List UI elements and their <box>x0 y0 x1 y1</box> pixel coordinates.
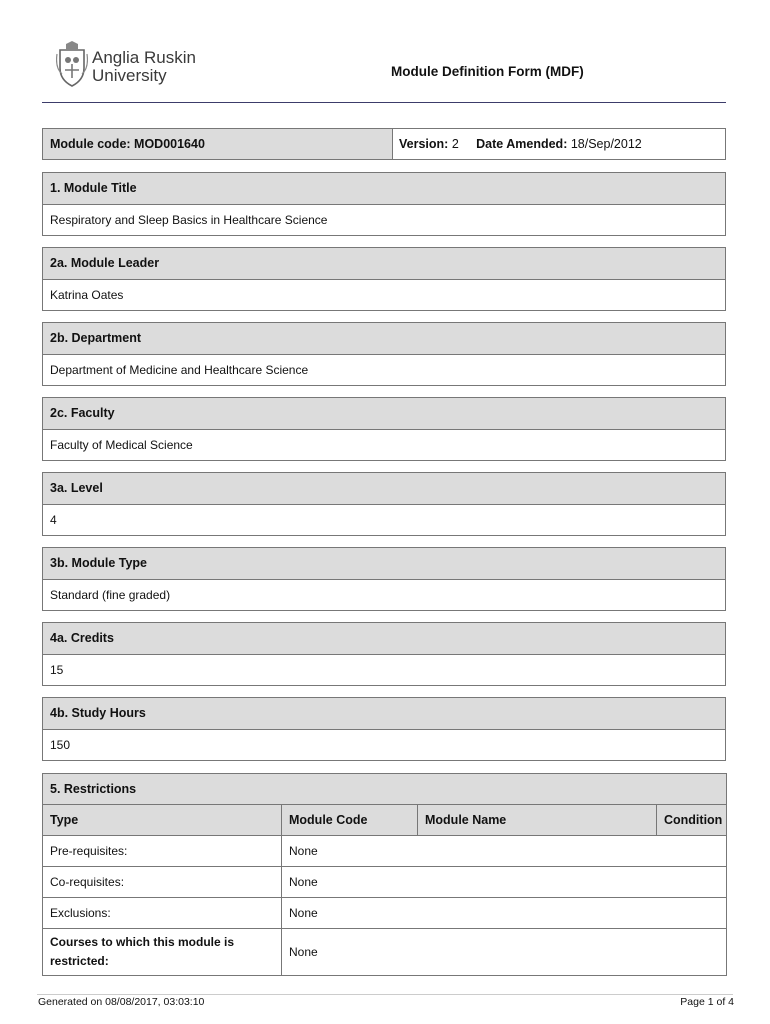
restriction-type: Co-requisites: <box>43 867 282 898</box>
section-heading: 2c. Faculty <box>43 398 725 430</box>
date-amended-value: 18/Sep/2012 <box>570 137 642 151</box>
table-row <box>43 867 727 898</box>
section-value: Standard (fine graded) <box>50 588 171 602</box>
section-heading: 3b. Module Type <box>43 548 725 580</box>
section-heading: 1. Module Title <box>43 173 725 205</box>
version-value: 2 <box>451 137 459 151</box>
section-department <box>42 322 726 386</box>
crest-icon <box>56 40 88 88</box>
section-value: 150 <box>50 738 71 752</box>
logo-line-2: University <box>92 66 167 85</box>
section-faculty <box>42 397 726 461</box>
column-header: Condition <box>657 805 727 836</box>
header-divider <box>42 102 726 103</box>
section-heading: 4a. Credits <box>43 623 725 655</box>
logo-line-1: Anglia Ruskin <box>92 48 196 67</box>
section-heading: 4b. Study Hours <box>43 698 725 730</box>
section-study-hours <box>42 697 726 761</box>
module-code: Module code: MOD001640 <box>43 129 393 159</box>
restrictions-table <box>42 773 727 976</box>
document-title: Module Definition Form (MDF) <box>391 64 584 79</box>
date-amended-label: Date Amended: <box>476 137 568 151</box>
section-module-type <box>42 547 726 611</box>
section-heading: 2a. Module Leader <box>43 248 725 280</box>
table-row <box>43 836 727 867</box>
restrictions-heading: 5. Restrictions <box>43 774 727 805</box>
restriction-code: None <box>282 929 727 976</box>
section-level <box>42 472 726 536</box>
restriction-type: Courses to which this module is restricted: <box>43 929 282 976</box>
logo-wordmark <box>92 49 196 85</box>
restriction-code: None <box>282 898 727 929</box>
page-number: Page 1 of 4 <box>680 996 734 1008</box>
column-header: Type <box>43 805 282 836</box>
module-code-row <box>42 128 726 160</box>
section-value: Department of Medicine and Healthcare Science <box>50 363 309 377</box>
section-heading: 3a. Level <box>43 473 725 505</box>
section-value: Respiratory and Sleep Basics in Healthcare Science <box>50 213 328 227</box>
table-header-row <box>43 805 727 836</box>
restriction-code: None <box>282 867 727 898</box>
version-date-cell <box>393 129 725 159</box>
column-header: Module Code <box>282 805 418 836</box>
section-value: 15 <box>50 663 64 677</box>
section-module-leader <box>42 247 726 311</box>
generated-timestamp: Generated on 08/08/2017, 03:03:10 <box>38 996 205 1008</box>
section-heading: 2b. Department <box>43 323 725 355</box>
university-logo <box>56 40 216 90</box>
footer-divider <box>37 994 733 995</box>
section-value: Katrina Oates <box>50 288 124 302</box>
restriction-type: Pre-requisites: <box>43 836 282 867</box>
restriction-code: None <box>282 836 727 867</box>
version-label: Version: <box>399 137 449 151</box>
section-module-title <box>42 172 726 236</box>
section-value: 4 <box>50 513 57 527</box>
table-row <box>43 898 727 929</box>
restriction-type: Exclusions: <box>43 898 282 929</box>
table-row <box>43 929 727 976</box>
section-credits <box>42 622 726 686</box>
column-header: Module Name <box>418 805 657 836</box>
section-value: Faculty of Medical Science <box>50 438 193 452</box>
